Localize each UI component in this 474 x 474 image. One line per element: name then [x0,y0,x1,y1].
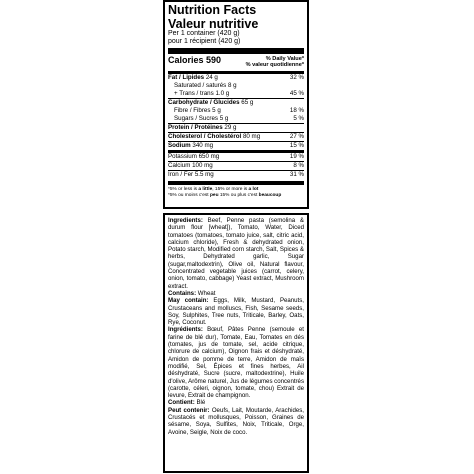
footnote-en-bold: a little [198,187,213,192]
carb-amount: 65 g [239,99,254,106]
saturated-label: Saturated / saturés 8 g [174,82,237,89]
iron-label: Iron / Fer 5.5 mg [168,171,214,178]
ingredients-en-label: Ingredients: [168,217,203,224]
ingredients-fr [168,326,304,399]
contains-fr [168,399,304,406]
carb-label: Carbohydrate / Glucides [168,99,240,106]
footnote-fr-text: 15% ou plus c'est [218,193,259,198]
sugars-row [168,115,304,123]
contains-en-label: Contains: [168,289,197,297]
may-contain-en-list: Eggs, Milk, Mustard, Peanuts, Crustaceans and molluscs, Fish, Sesame seeds, Soy, Sulphites, Tree nuts, Triticale, Barley, Oats, Rye, Coconut. [168,297,304,327]
daily-value-header-en: % Daily Value* [265,56,304,62]
ingredients-text [168,217,304,436]
sodium-label: Sodium [168,142,191,149]
footnote-en-bold: a lot [248,187,259,192]
footnote [168,187,304,199]
fibre-label: Fibre / Fibres 5 g [174,107,221,114]
contains-en [168,290,304,297]
footnote-en-text: *5% or less is [168,187,199,192]
footnote-fr-text: *5% ou moins c'est [168,193,210,198]
saturated-row [168,82,304,90]
contains-fr-label: Contient: [168,399,195,407]
trans-label: + Trans / trans 1.0 g [174,90,230,97]
iron-pct: 31 % [289,171,304,178]
cholesterol-row [168,133,304,141]
fat-pct: 32 % [289,74,304,81]
serving-size-fr: pour 1 récipient (420 g) [168,38,241,45]
calcium-label: Calcium 100 mg [168,162,213,169]
calories-value: Calories 590 [168,55,222,65]
fat-amount: 24 g [204,74,218,81]
may-contain-fr-list: Oeufs, Lait, Moutarde, Arachides, Crustacés et mollusques, Poisson, Graines de sésame, Soya, Sulfites, Noix, Triticale, Orge, Avoine, Seigle, Noix de coco. [168,406,304,436]
fibre-pct: 18 % [289,107,304,114]
may-contain-fr-label: Peut contenir: [168,406,210,414]
ingredients-en-list: Beef, Penne pasta (semolina & durum flour [wheat]), Tomato, Water, Diced tomatoes (tomatoes, tomato juice, salt, citric acid, calcium chloride), Fresh & dehydrated onion, Potato starch, Modified corn starch, Salt, Spices & herbs, Dehydrated garlic, Sugar (sugar,maltodextrin), Olive oil, Natural flavour, Concentrated vegetable juices (carrot, celery, onion, tomato, cabbage) Yeast extract, Mushroom extract. [168,217,304,290]
sugars-pct: 5 % [293,115,304,122]
ingredients-panel [163,213,309,473]
iron-row [168,171,304,179]
daily-value-header-fr: % valeur quotidienne* [245,62,304,68]
sugars-label: Sugars / Sucres 5 g [174,115,229,122]
sodium-pct: 15 % [289,142,304,149]
potassium-label: Potassium 650 mg [168,153,220,160]
ingredients-fr-list: Bœuf, Pâtes Penne (semoule et farine de blé dur), Tomate, Eau, Tomates en dés (tomates, jus de tomate, sel, acide citrique, chlorure de calcium), Oignon frais et déshydraté, Amidon de pomme de terre, Amidon de maïs modifié, Sel, Épices et fines herbes, Ail déshydraté, Sucre (sucre, maltodextrine), Huile d'olive, Arôme naturel, Jus de légumes concentrés (carotte, céleri, oignon, tomate, chou) Extrait de levure, Extrait de champignon. [168,326,304,400]
cholesterol-pct: 27 % [289,133,304,140]
protein-amount: 29 g [222,124,237,131]
calories-row [168,54,304,71]
protein-row [168,124,304,132]
fat-row [168,74,304,82]
footnote-fr-bold: peu [209,193,219,198]
trans-pct: 45 % [289,90,304,97]
sodium-row [168,142,304,150]
footnote-en-text: , 15% or more is [212,187,249,192]
footnote-fr-bold: beaucoup [258,193,282,198]
fat-label: Fat / Lipides [168,74,205,81]
potassium-pct: 19 % [289,153,304,160]
footnote-fr [168,193,304,199]
nutrition-facts-panel [163,0,309,209]
may-contain-en [168,297,304,326]
fibre-row [168,107,304,115]
facts-title-fr: Valeur nutritive [168,17,259,31]
serving-size-en: Per 1 container (420 g) [168,30,240,37]
potassium-row [168,153,304,161]
may-contain-en-label: May contain: [168,297,209,305]
trans-row [168,90,304,98]
cholesterol-label: Cholesterol / Cholestérol [168,133,242,140]
divider-thick [168,181,304,185]
cholesterol-amount: 80 mg [241,133,261,140]
carb-row [168,99,304,107]
contains-en-list: Wheat [196,289,216,297]
calcium-pct: 8 % [293,162,304,169]
contains-fr-list: Blé [194,399,206,407]
protein-label: Protein / Protéines [168,124,223,131]
ingredients-fr-label: Ingrédients: [168,326,203,334]
ingredients-en [168,217,304,290]
calcium-row [168,162,304,170]
sodium-amount: 340 mg [190,142,214,149]
may-contain-fr [168,407,304,436]
facts-title-en: Nutrition Facts [168,3,257,17]
